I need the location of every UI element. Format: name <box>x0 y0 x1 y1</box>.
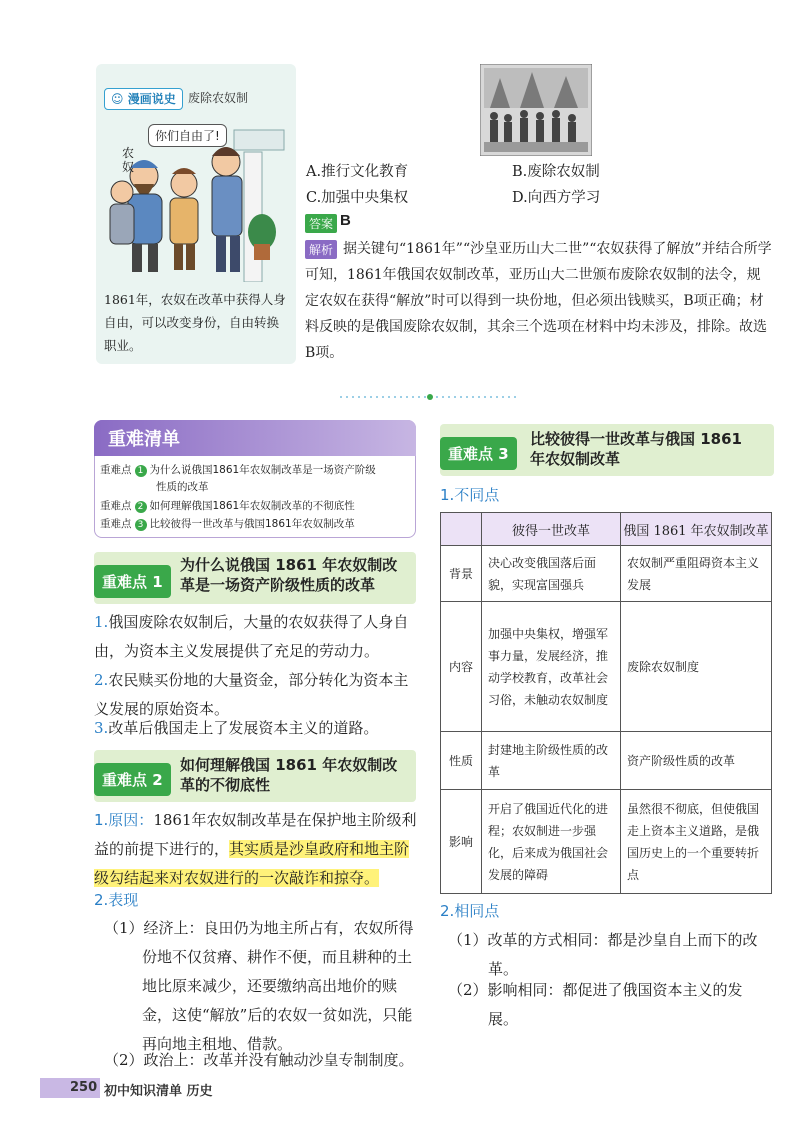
point2-econ: （1）经济上：良田仍为地主所占有，农奴所得份地不仅贫瘠、耕作不便，而且耕种的土地比原来减少，还要缴纳高出地价的赎金，这使“解放”后的农奴一贫如洗，只能再向地主租地、借款。 <box>104 919 414 1053</box>
table-row <box>441 546 772 602</box>
list-item: 重难点 2 如何理解俄国1861年农奴制改革的不彻底性 <box>100 500 355 512</box>
option-c: C.加强中央集权 <box>306 190 409 206</box>
point3-badge: 重难点 3 <box>440 437 517 470</box>
table-header-row <box>441 513 772 546</box>
section-divider <box>340 392 520 402</box>
point3-title-line1: 比较彼得一世改革与俄国 1861 <box>530 430 742 448</box>
list-item: 重难点 3 比较彼得一世改革与俄国1861年农奴制改革 <box>100 518 355 530</box>
option-b: B.废除农奴制 <box>512 164 600 180</box>
answer-letter: B <box>340 212 351 229</box>
footer-title: 初中知识清单 历史 <box>104 1084 213 1099</box>
point1-badge: 重难点 1 <box>94 565 171 598</box>
same-label: 2.相同点 <box>440 902 500 920</box>
comic-caption: 1861年，农奴在改革中获得人身自由，可以改变身份，自由转换职业。 <box>104 292 286 353</box>
table-header-cell: 彼得一世改革 <box>482 513 621 546</box>
explanation-badge: 解析 <box>305 240 337 259</box>
list-item: 重难点 1 为什么说俄国1861年农奴制改革是一场资产阶级 性质的改革 <box>100 464 376 493</box>
page-number: 250 <box>70 1080 98 1095</box>
table-row <box>441 602 772 732</box>
row-header: 影响 <box>441 790 482 894</box>
list-number: 1 <box>135 465 147 477</box>
same-item: （1）改革的方式相同：都是沙皇自上而下的改革。 <box>448 931 758 978</box>
comic-icon: ☺ <box>111 92 124 106</box>
speech-bubble: 你们自由了! <box>148 124 227 147</box>
row-header: 背景 <box>441 546 482 602</box>
same-item: （2）影响相同：都促进了俄国资本主义的发展。 <box>448 981 743 1028</box>
point2-show-label: 2.表现 <box>94 891 139 909</box>
highlighted-text: 其实质是沙皇政府和地主阶级勾结起来对农奴进行的一次敲诈和掠夺。 <box>94 840 410 887</box>
table-row <box>441 732 772 790</box>
table-header-cell: 俄国 1861 年农奴制改革 <box>621 513 772 546</box>
table-cell: 资产阶级性质的改革 <box>621 732 772 790</box>
table-cell: 加强中央集权，增强军事力量，发展经济，推动学校教育，改革社会习俗，未触动农奴制度 <box>482 602 621 732</box>
answer-badge: 答案 <box>305 214 337 233</box>
diff-label: 1.不同点 <box>440 486 500 504</box>
row-header: 性质 <box>441 732 482 790</box>
historical-engraving-image <box>480 64 592 156</box>
table-cell: 决心改变俄国落后面貌，实现富国强兵 <box>482 546 621 602</box>
point2-reason: 1.原因：1861年农奴制改革是在保护地主阶级利益的前提下进行的，其实质是沙皇政府和地主阶级勾结起来对农奴进行的一次敲诈和掠夺。 <box>94 811 417 887</box>
option-a: A.推行文化教育 <box>306 164 409 180</box>
list-number: 3 <box>135 519 147 531</box>
row-header: 内容 <box>441 602 482 732</box>
point1-item: 2.农民赎买份地的大量资金，部分转化为资本主义发展的原始资本。 <box>94 671 409 718</box>
key-points-list-title: 重难清单 <box>108 429 180 450</box>
point3-title-line2: 年农奴制改革 <box>530 450 621 468</box>
table-cell: 虽然很不彻底，但使俄国走上资本主义道路，是俄国历史上的一个重要转折点 <box>621 790 772 894</box>
table-cell: 开启了俄国近代化的进程；农奴制进一步强化，后来成为俄国社会发展的障碍 <box>482 790 621 894</box>
table-cell: 农奴制严重阻碍资本主义发展 <box>621 546 772 602</box>
comic-tag: ☺ 漫画说史 <box>104 88 183 110</box>
comic-title: 废除农奴制 <box>188 91 249 105</box>
table-cell: 废除农奴制度 <box>621 602 772 732</box>
point1-title-line1: 为什么说俄国 1861 年农奴制改 <box>180 556 398 574</box>
point1-title-line2: 革是一场资产阶级性质的改革 <box>180 576 376 594</box>
table-header-cell <box>441 513 482 546</box>
table-cell: 封建地主阶级性质的改革 <box>482 732 621 790</box>
point2-title-line2: 革的不彻底性 <box>180 776 271 794</box>
table-row <box>441 790 772 894</box>
point2-title-line1: 如何理解俄国 1861 年农奴制改 <box>180 756 398 774</box>
option-d: D.向西方学习 <box>512 190 601 206</box>
serf-label: 农奴 <box>122 146 135 174</box>
explanation-text: 据关键句“1861年”“沙皇亚历山大二世”“农奴获得了解放”并结合所学可知，1861年俄国农奴制改革，亚历山大二世颁布废除农奴制的法令，规定农奴在获得“解放”时可以得到一块份地，但必须出钱赎买，B项正确；材料反映的是俄国废除农奴制，其余三个选项在材料中均未涉及，排除。故选B项。 <box>305 241 772 361</box>
point2-badge: 重难点 2 <box>94 763 171 796</box>
point2-pol: （2）政治上：改革并没有触动沙皇专制制度。 <box>104 1051 414 1069</box>
point1-item: 1.俄国废除农奴制后，大量的农奴获得了人身自由，为资本主义发展提供了充足的劳动力。 <box>94 613 409 660</box>
point1-item: 3.改革后俄国走上了发展资本主义的道路。 <box>94 719 379 737</box>
comparison-table <box>440 512 772 894</box>
list-number: 2 <box>135 501 147 513</box>
